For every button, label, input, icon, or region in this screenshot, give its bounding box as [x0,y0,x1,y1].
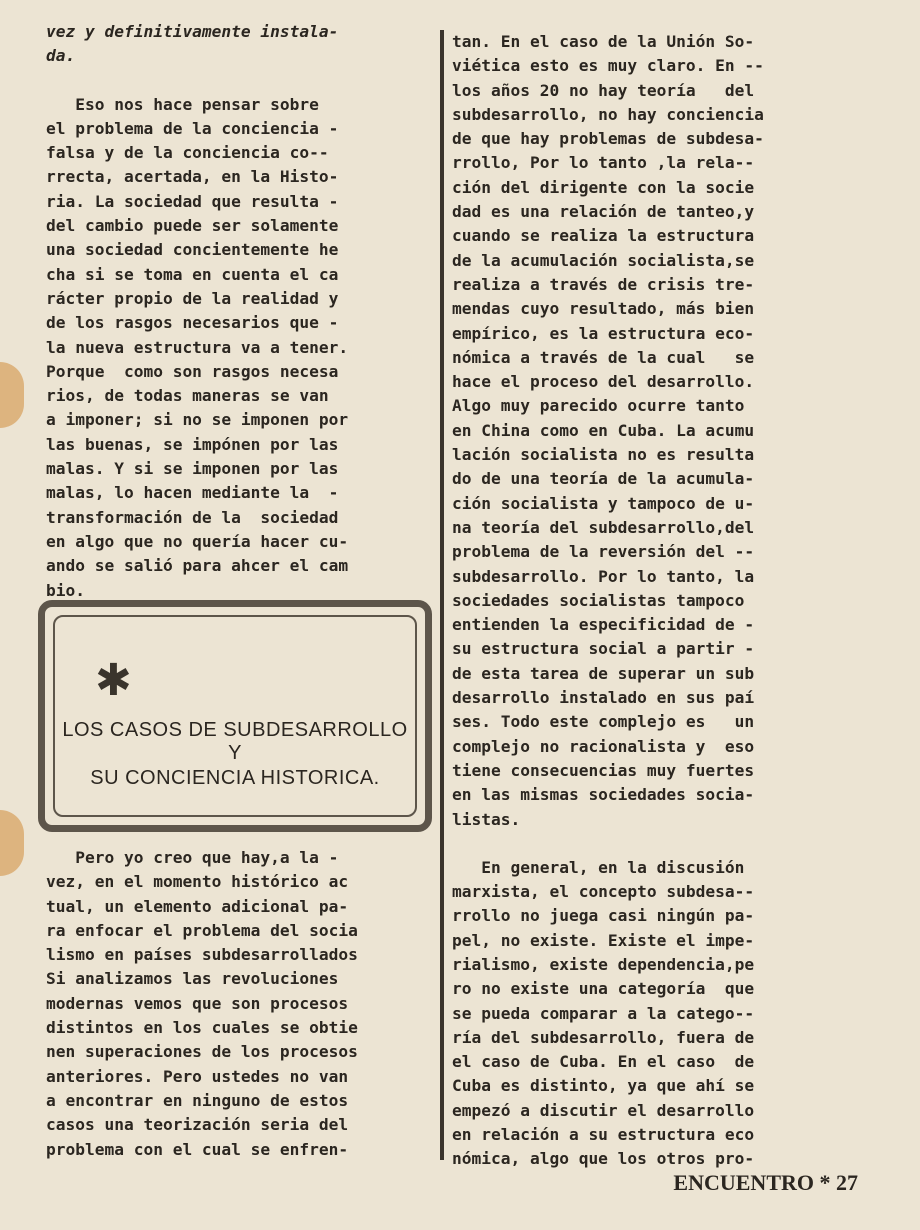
text-line: rácter propio de la realidad y [46,288,339,308]
text-line: el problema de la conciencia - [46,118,339,138]
paragraph-intro [46,20,426,69]
page-footer: ENCUENTRO * 27 [673,1170,858,1195]
text-line: En general, en la discusión [452,857,745,877]
text-line: en las mismas sociedades socia- [452,785,755,805]
text-line: ción socialista y tampoco de u- [452,493,755,513]
text-line: dad es una relación de tanteo,y [452,202,755,222]
text-line: las buenas, se impónen por las [46,434,339,454]
text-line: tiene consecuencias muy fuertes [452,760,755,780]
text-line: falsa y de la conciencia co-- [46,143,329,163]
text-line: la nueva estructura va a tener. [46,337,349,357]
text-line: marxista, el concepto subdesa-- [452,882,755,902]
text-line: de que hay problemas de subdesa- [452,129,764,149]
paragraph-conciencia [46,93,426,603]
left-column [46,20,426,603]
text-line: ra enfocar el problema del socia [46,920,358,940]
text-line: los años 20 no hay teoría del [452,80,755,100]
text-line: bio. [46,580,85,600]
text-line: de esta tarea de superar un sub [452,663,755,683]
text-line: a encontrar en ninguno de estos [46,1090,349,1110]
text-line: ro no existe una categoría que [452,979,755,999]
text-line: problema con el cual se enfren- [46,1139,349,1159]
text-line: rrollo, Por lo tanto ,la rela-- [452,153,755,173]
text-line: Cuba es distinto, ya que ahí se [452,1076,755,1096]
text-line: na teoría del subdesarrollo,del [452,517,755,537]
text-line: se pueda comparar a la catego-- [452,1003,755,1023]
text-line: lación socialista no es resulta [452,445,755,465]
text-line: una sociedad concientemente he [46,240,339,260]
text-line: nen superaciones de los procesos [46,1042,358,1062]
text-line: transformación de la sociedad [46,507,339,527]
text-line: do de una teoría de la acumula- [452,469,755,489]
text-line: desarrollo instalado en sus paí [452,688,755,708]
text-line: viética esto es muy claro. En -- [452,56,764,76]
text-line: empírico, es la estructura eco- [452,323,755,343]
text-line: cha si se toma en cuenta el ca [46,264,339,284]
text-line: en relación a su estructura eco [452,1125,755,1145]
paragraph-discusion-marxista [452,856,842,1172]
text-line: su estructura social a partir - [452,639,755,659]
text-line: entienden la especificidad de - [452,615,755,635]
paragraph-momento-historico [46,846,426,1162]
text-line: de la acumulación socialista,se [452,250,755,270]
text-line: en China como en Cuba. La acumu [452,420,755,440]
text-line: Porque como son rasgos necesa [46,361,339,381]
text-line: rios, de todas maneras se van [46,386,329,406]
text-line: Pero yo creo que hay,a la - [46,848,339,867]
text-line: tan. En el caso de la Unión So- [452,32,755,51]
text-line: nómica a través de la cual se [452,347,755,367]
text-line: distintos en los cuales se obtie [46,1018,358,1038]
text-line: mendas cuyo resultado, más bien [452,299,755,319]
text-line: cuando se realiza la estructura [452,226,755,246]
text-line: Eso nos hace pensar sobre [46,94,319,114]
binding-hole [0,810,24,876]
text-line: del cambio puede ser solamente [46,216,339,236]
text-line: ria. La sociedad que resulta - [46,191,339,211]
left-column-lower [46,846,426,1162]
text-line: pel, no existe. Existe el impe- [452,930,755,950]
text-line: casos una teorización seria del [46,1115,349,1135]
text-line: nómica, algo que los otros pro- [452,1149,755,1169]
text-line: en algo que no quería hacer cu- [46,531,349,551]
text-line: el caso de Cuba. En el caso de [452,1052,755,1072]
text-line: subdesarrollo, no hay conciencia [452,104,764,124]
text-line: vez y definitivamente instala- [46,22,339,41]
binding-hole [0,362,24,428]
text-line: hace el proceso del desarrollo. [452,372,755,392]
text-line: empezó a discutir el desarrollo [452,1100,755,1120]
text-line: Si analizamos las revoluciones [46,969,339,989]
text-line: malas, lo hacen mediante la - [46,483,339,503]
text-line: rrecta, acertada, en la Histo- [46,167,339,187]
paragraph-union-sovietica [452,30,842,832]
text-line: listas. [452,809,521,829]
text-line: realiza a través de crisis tre- [452,274,755,294]
text-line: Algo muy parecido ocurre tanto [452,396,745,416]
section-heading-line-1: LOS CASOS DE SUBDESARROLLO Y [62,719,408,764]
text-line: rrollo no juega casi ningún pa- [452,906,755,926]
text-line: subdesarrollo. Por lo tanto, la [452,566,755,586]
text-line: lismo en países subdesarrollados [46,945,358,965]
text-line: de los rasgos necesarios que - [46,313,339,333]
section-heading-line-2: SU CONCIENCIA HISTORICA. [90,767,380,789]
text-line: anteriores. Pero ustedes no van [46,1066,349,1086]
text-line: rialismo, existe dependencia,pe [452,954,755,974]
text-line: tual, un elemento adicional pa- [46,896,349,916]
right-column [452,30,842,1172]
column-divider [440,30,444,1160]
text-line: ría del subdesarrollo, fuera de [452,1027,755,1047]
text-line: complejo no racionalista y eso [452,736,755,756]
text-line: da. [46,46,76,66]
text-line: ción del dirigente con la socie [452,177,755,197]
text-line: a imponer; si no se imponen por [46,410,349,430]
text-line: modernas vemos que son procesos [46,993,349,1013]
asterisk-icon: ✱ [95,655,132,706]
text-line: ando se salió para ahcer el cam [46,556,349,576]
text-line: vez, en el momento histórico ac [46,872,349,892]
section-heading-box [38,600,432,832]
text-line: malas. Y si se imponen por las [46,459,339,479]
text-line: ses. Todo este complejo es un [452,712,755,732]
text-line: problema de la reversión del -- [452,542,755,562]
text-line: sociedades socialistas tampoco [452,590,745,610]
